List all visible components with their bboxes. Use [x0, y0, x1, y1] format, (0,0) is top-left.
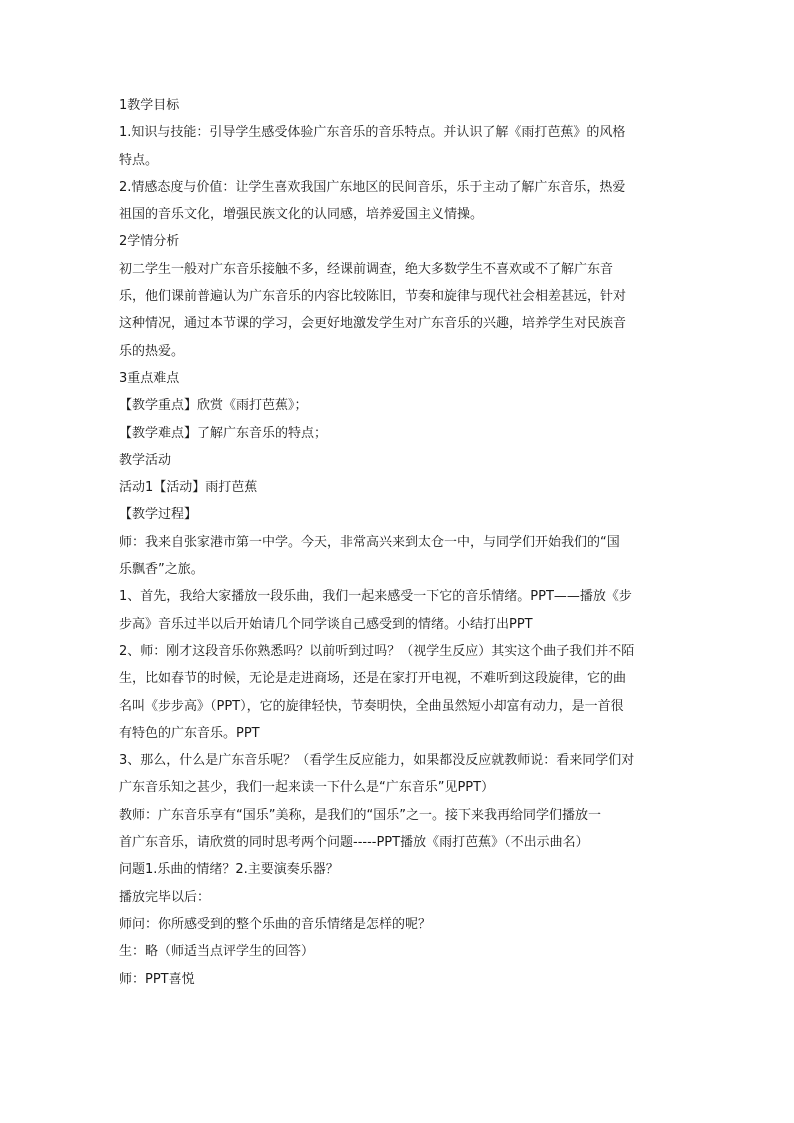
document-body — [119, 92, 679, 993]
paragraph-line: 【教学难点】了解广东音乐的特点； — [119, 425, 328, 441]
paragraph-line: 特点。 — [119, 152, 159, 168]
paragraph-line: 问题1.乐曲的情绪？2.主要演奏乐器？ — [119, 862, 339, 878]
paragraph-line: 2、师：刚才这段音乐你熟悉吗？以前听到过吗？（视学生反应）其实这个曲子我们并不陌 — [119, 643, 635, 659]
activity-title: 活动1【活动】雨打芭蕉 — [119, 480, 258, 496]
paragraph-line: 教师：广东音乐享有“国乐”美称，是我们的“国乐”之一。接下来我再给同学们播放一 — [119, 807, 601, 823]
paragraph-line: 3、那么，什么是广东音乐呢？（看学生反应能力，如果都没反应就教师说：看来同学们对 — [119, 753, 635, 769]
paragraph-line: 师：我来自张家港市第一中学。今天，非常高兴来到太仓一中，与同学们开始我们的“国 — [119, 534, 620, 550]
paragraph-line: 生，比如春节的时候，无论是走进商场，还是在家打开电视，不难听到这段旋律，它的曲 — [119, 671, 627, 687]
paragraph-line: 这种情况，通过本节课的学习，会更好地激发学生对广东音乐的兴趣，培养学生对民族音 — [119, 316, 627, 332]
paragraph-line: 2.情感态度与价值：让学生喜欢我国广东地区的民间音乐，乐于主动了解广东音乐，热爱 — [119, 179, 626, 195]
paragraph-line: 生：略（师适当点评学生的回答） — [119, 944, 315, 960]
paragraph-line: 乐飘香”之旅。 — [119, 562, 204, 578]
subsection-heading-process: 【教学过程】 — [119, 507, 198, 523]
paragraph-line: 广东音乐知之甚少，我们一起来读一下什么是“广东音乐”见PPT） — [119, 780, 495, 796]
paragraph-line: 有特色的广东音乐。PPT — [119, 725, 260, 741]
paragraph-line: 师问：你所感受到的整个乐曲的音乐情绪是怎样的呢？ — [119, 916, 432, 932]
section-heading-student-analysis: 2学情分析 — [119, 234, 180, 250]
paragraph-line: 播放完毕以后： — [119, 889, 211, 905]
paragraph-line: 名叫《步步高》（PPT），它的旋律轻快，节奏明快，全曲虽然短小却富有动力，是一首很 — [119, 698, 624, 714]
section-heading-teaching-goals: 1教学目标 — [119, 98, 180, 113]
paragraph-line: 乐的热爱。 — [119, 343, 185, 359]
paragraph-line: 祖国的音乐文化，增强民族文化的认同感，培养爱国主义情操。 — [119, 207, 484, 223]
paragraph-line: 初二学生一般对广东音乐接触不多，经课前调查，绝大多数学生不喜欢或不了解广东音 — [119, 261, 614, 277]
section-heading-key-points: 3重点难点 — [119, 370, 180, 386]
paragraph-line: 【教学重点】欣赏《雨打芭蕉》； — [119, 398, 308, 414]
section-heading-activities: 教学活动 — [119, 452, 172, 468]
paragraph-line: 1.知识与技能：引导学生感受体验广东音乐的音乐特点。并认识了解《雨打芭蕉》的风格 — [119, 125, 626, 141]
paragraph-line: 步高》音乐过半以后开始请几个同学谈自己感受到的情绪。小结打出PPT — [119, 616, 533, 632]
paragraph-line: 1、首先，我给大家播放一段乐曲，我们一起来感受一下它的音乐情绪。PPT——播放《步 — [119, 589, 632, 605]
paragraph-line: 乐，他们课前普遍认为广东音乐的内容比较陈旧，节奏和旋律与现代社会相差甚远，针对 — [119, 289, 627, 305]
paragraph-line: 师：PPT喜悦 — [119, 971, 195, 987]
paragraph-line: 首广东音乐，请欣赏的同时思考两个问题-----PPT播放《雨打芭蕉》（不出示曲名） — [119, 835, 589, 851]
